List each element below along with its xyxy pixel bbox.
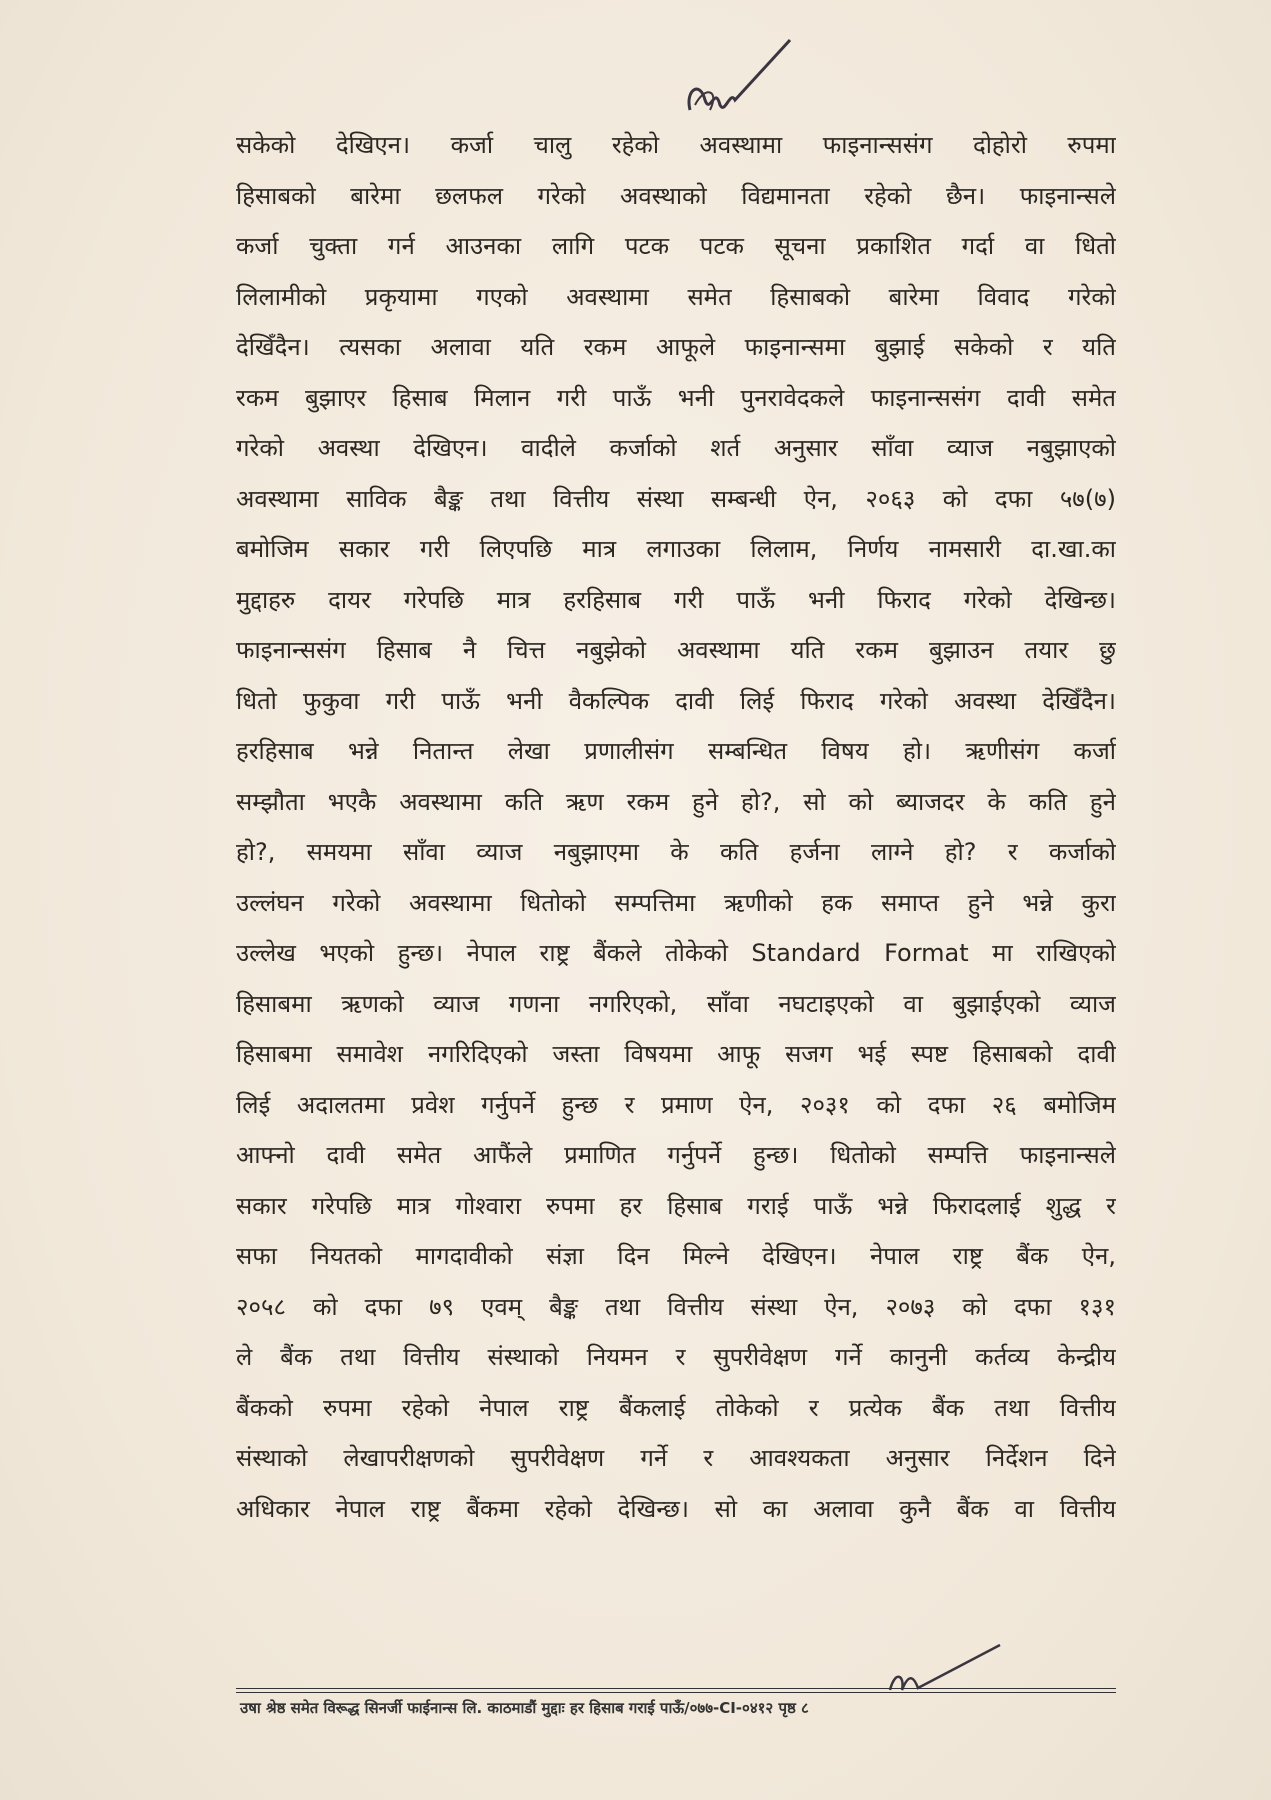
text-line: लिई अदालतमा प्रवेश गर्नुपर्ने हुन्छ र प्रमाण ऐन, २०३१ को दफा २६ बमोजिम (236, 1090, 1116, 1119)
text-line: हिसाबमा समावेश नगरिदिएको जस्ता विषयमा आफू सजग भई स्पष्ट हिसाबको दावी (236, 1040, 1116, 1068)
text-line: अधिकार नेपाल राष्ट्र बैंकमा रहेको देखिन्छ। सो का अलावा कुनै बैंक वा वित्तीय (236, 1494, 1116, 1523)
text-line: लिलामीको प्रकृयामा गएको अवस्थामा समेत हिसाबको बारेमा विवाद गरेको (236, 282, 1116, 311)
text-line: गरेको अवस्था देखिएन। वादीले कर्जाको शर्त अनुसार साँवा व्याज नबुझाएको (236, 434, 1116, 462)
text-line: फाइनान्ससंग हिसाब नै चित्त नबुझेको अवस्थामा यति रकम बुझाउन तयार छु (236, 636, 1116, 664)
text-line: मुद्दाहरु दायर गरेपछि मात्र हरहिसाब गरी पाऊँ भनी फिराद गरेको देखिन्छ। (236, 585, 1116, 614)
text-line: सकार गरेपछि मात्र गोश्वारा रुपमा हर हिसाब गराई पाऊँ भन्ने फिरादलाई शुद्ध र (236, 1191, 1116, 1220)
footer-divider (236, 1692, 1116, 1693)
text-line: देखिँदैन। त्यसका अलावा यति रकम आफूले फाइनान्समा बुझाई सकेको र यति (236, 333, 1116, 361)
body-text (236, 120, 1116, 1534)
text-line: हिसाबमा ऋणको व्याज गणना नगरिएको, साँवा नघटाइएको वा बुझाईएको व्याज (236, 989, 1116, 1018)
text-line: कर्जा चुक्ता गर्न आउनका लागि पटक पटक सूचना प्रकाशित गर्दा वा धितो (236, 232, 1116, 260)
text-line: सकेको देखिएन। कर्जा चालु रहेको अवस्थामा फाइनान्ससंग दोहोरो रुपमा (236, 131, 1116, 159)
signature-bottom-icon (880, 1640, 1010, 1700)
text-line: बैंकको रुपमा रहेको नेपाल राष्ट्र बैंकलाई तोकेको र प्रत्येक बैंक तथा वित्तीय (236, 1393, 1116, 1422)
footer-divider (236, 1688, 1116, 1689)
text-line: अवस्थामा साविक बैङ्क तथा वित्तीय संस्था सम्बन्धी ऐन, २०६३ को दफा ५७(७) (236, 484, 1116, 513)
text-line: हो?, समयमा साँवा व्याज नबुझाएमा के कति हर्जना लाग्ने हो? र कर्जाको (236, 838, 1116, 866)
text-line: २०५८ को दफा ७९ एवम् बैङ्क तथा वित्तीय संस्था ऐन, २०७३ को दफा १३१ (236, 1292, 1116, 1321)
text-line: रकम बुझाएर हिसाब मिलान गरी पाऊँ भनी पुनरावेदकले फाइनान्ससंग दावी समेत (236, 383, 1116, 412)
text-line: उल्लंघन गरेको अवस्थामा धितोको सम्पत्तिमा ऋणीको हक समाप्त हुने भन्ने कुरा (236, 888, 1116, 917)
text-line: हरहिसाब भन्ने नितान्त लेखा प्रणालीसंग सम्बन्धित विषय हो। ऋणीसंग कर्जा (236, 737, 1116, 765)
text-line: ले बैंक तथा वित्तीय संस्थाको नियमन र सुपरीवेक्षण गर्ने कानुनी कर्तव्य केन्द्रीय (236, 1343, 1116, 1371)
text-line: सम्झौता भएकै अवस्थामा कति ऋण रकम हुने हो?, सो को ब्याजदर के कति हुने (236, 787, 1116, 816)
text-line: बमोजिम सकार गरी लिएपछि मात्र लगाउका लिलाम, निर्णय नामसारी दा.खा.का (236, 535, 1116, 563)
text-line: धितो फुकुवा गरी पाऊँ भनी वैकल्पिक दावी लिई फिराद गरेको अवस्था देखिँदैन। (236, 686, 1116, 715)
page-footer: उषा श्रेष्ठ समेत विरूद्ध सिनर्जी फाईनान्स लि. काठमाडौं मुद्दाः हर हिसाब गराई पाऊँ/०७७-CI-०४१२ पृष्ठ ८ (240, 1699, 809, 1717)
text-line: आफ्नो दावी समेत आफैंले प्रमाणित गर्नुपर्ने हुन्छ। धितोको सम्पत्ति फाइनान्सले (236, 1141, 1116, 1169)
text-line: संस्थाको लेखापरीक्षणको सुपरीवेक्षण गर्ने र आवश्यकता अनुसार निर्देशन दिने (236, 1444, 1116, 1472)
signature-top-icon (660, 30, 810, 120)
text-line: हिसाबको बारेमा छलफल गरेको अवस्थाको विद्यमानता रहेको छैन। फाइनान्सले (236, 181, 1116, 210)
text-line: उल्लेख भएको हुन्छ। नेपाल राष्ट्र बैंकले तोकेको Standard Format मा राखिएको (236, 939, 1116, 967)
text-line: सफा नियतको मागदावीको संज्ञा दिन मिल्ने देखिएन। नेपाल राष्ट्र बैंक ऐन, (236, 1242, 1116, 1270)
